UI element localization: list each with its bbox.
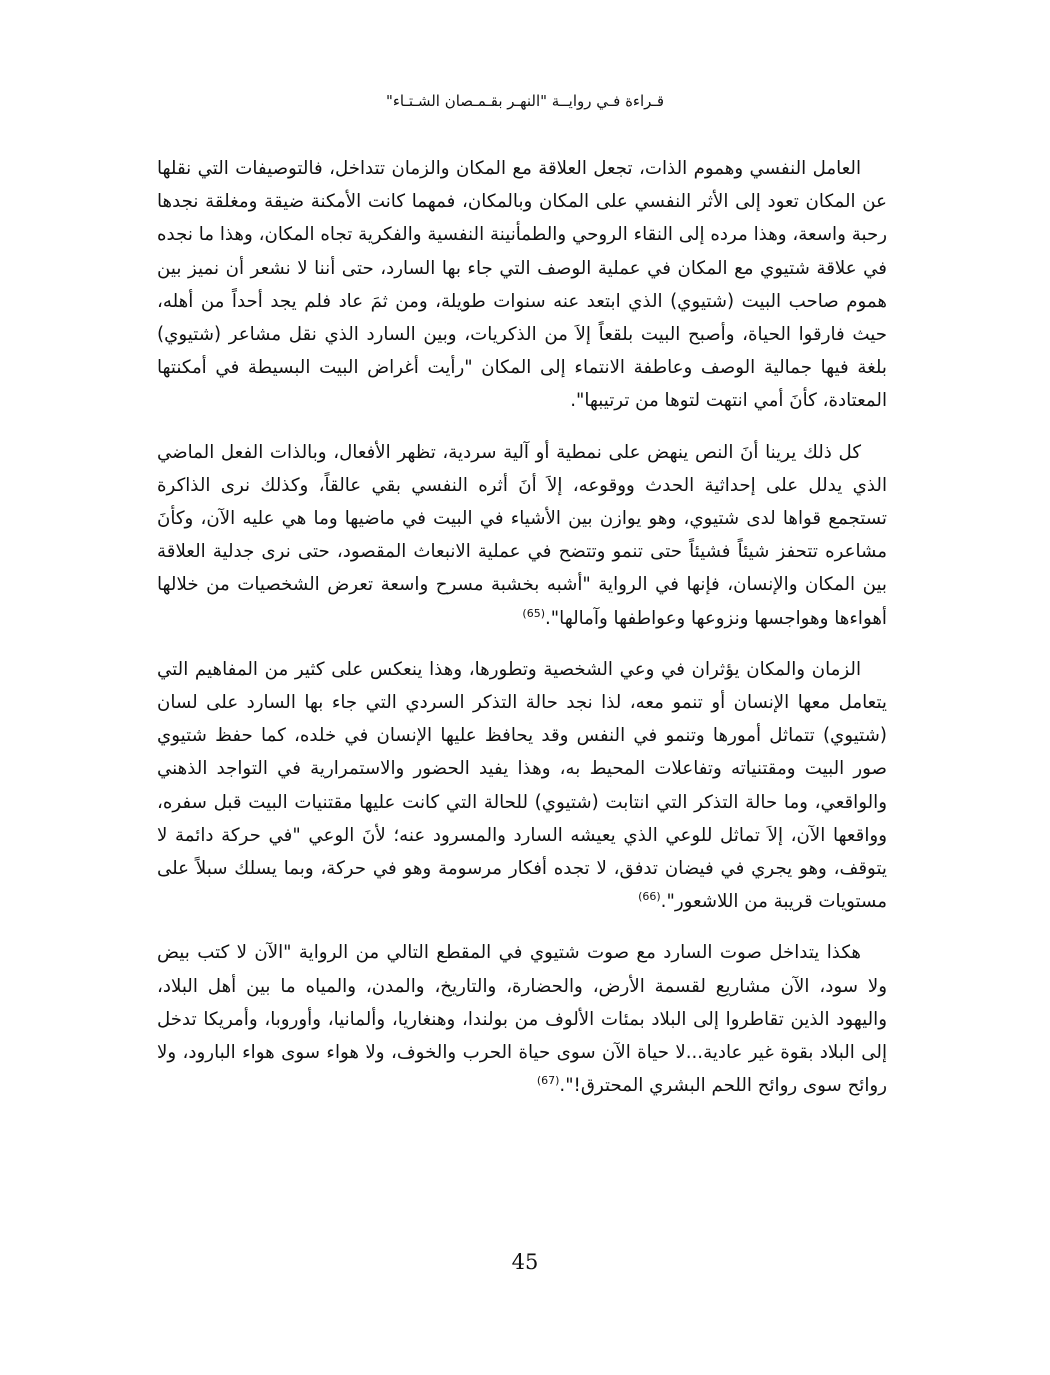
paragraph-text: العامل النفسي وهموم الذات، تجعل العلاقة مع المكان والزمان تتداخل، فالتوصيفات التي نقلها عن المكان تعود إلى الأثر النفسي على المكان وبالمكان، فمهما كانت الأمكنة ضيقة ومغلقة نجدها رحبة واسعة، وهذا مرده إلى النقاء الروحي والطمأنينة النفسية والفكرية تجاه المكان، وهذا ما نجده في علاقة شتيوي مع المكان في عملية الوصف التي جاء بها السارد، حتى أننا لا نشعر أن نميز بين هموم صاحب البيت (شتيوي) الذي ابتعد عنه سنوات طويلة، ومن ثمَ عاد فلم يجد أحداً من أهله، حيث فارقوا الحياة، وأصبح البيت بلقعاً إلاَ من الذكريات، وبين السارد الذي نقل مشاعر (شتيوي) بلغة فيها جمالية الوصف وعاطفة الانتماء إلى المكان "رأيت أغراض البيت البسيطة في أمكنتها المعتادة، كأنَ أمي انتهت لتوها من ترتيبها". [157, 158, 887, 412]
paragraph-text: هكذا يتداخل صوت السارد مع صوت شتيوي في المقطع التالي من الرواية "الآن لا كتب بيض ولا سود، الآن مشاريع لقسمة الأرض، والحضارة، والتاريخ، والمدن، والمياه ما بين أهل البلاد، واليهود الذين تقاطروا إلى البلاد بمئات الألوف من بولندا، وهنغاريا، وألمانيا، وأوروبا، وأمريكا تدخل إلى البلاد بقوة غير عادية...لا حياة الآن سوى حياة الحرب والخوف، ولا هواء سوى هواء البارود، ولا روائح سوى روائح اللحم البشري المحترق!". [157, 942, 887, 1097]
paragraph-3 [157, 653, 887, 919]
footnote-marker: (65) [522, 606, 546, 620]
footnote-marker: (66) [638, 890, 661, 904]
body-text [157, 152, 887, 1120]
running-header: قـراءة فـي روايــة "النهـر بقـمـصان الشـتـاء" [385, 92, 664, 110]
paragraph-1 [157, 152, 887, 418]
paragraph-2 [157, 436, 887, 635]
paragraph-text: الزمان والمكان يؤثران في وعي الشخصية وتطورها، وهذا ينعكس على كثير من المفاهيم التي يتعامل معها الإنسان أو تنمو معه، لذا نجد حالة التذكر السردي التي جاء بها السارد على لسان (شتيوي) تتماثل أمورها وتنمو في النفس وقد يحافظ عليها الإنسان في خلده، كما حفظ شتيوي صور البيت ومقتنياته وتفاعلات المحيط به، وهذا يفيد الحضور والاستمرارية في التواجد الذهني والواقعي، وما حالة التذكر التي انتابت (شتيوي) للحالة التي كانت عليها مقتنيات البيت قبل سفره، وواقعها الآن، إلاَ تماثل للوعي الذي يعيشه السارد والمسرود عنه؛ لأنَ الوعي "في حركة دائمة لا يتوقف، وهو يجري في فيضان تدفق، لا تجده أفكار مرسومة وهو في حركة، وبما يسلك سبلاً على مستويات قريبة من اللاشعور". [157, 658, 887, 913]
footnote-marker: (67) [536, 1074, 560, 1088]
paragraph-4 [157, 936, 887, 1102]
page-number: 45 [511, 1250, 539, 1274]
paragraph-text: كل ذلك يرينا أنَ النص ينهض على نمطية أو آلية سردية، تظهر الأفعال، وبالذات الفعل الماضي الذي يدلل على إحداثية الحدث ووقوعه، إلاَ أنَ أثره النفسي بقي عالقاً، وكذلك نرى الذاكرة تستجمع قواها لدى شتيوي، وهو يوازن بين الأشياء في البيت في ماضيها وما هي عليه الآن، وكأنَ مشاعره تتحفز شيئاً فشيئاً حتى تنمو وتتضح في عملية الانبعاث المقصود، حتى نرى جدلية العلاقة بين المكان والإنسان، فإنها في الرواية "أشبه بخشبة مسرح واسعة تعرض الشخصيات من خلالها أهواءها وهواجسها ونزوعها وعواطفها وآمالها". [157, 441, 887, 629]
